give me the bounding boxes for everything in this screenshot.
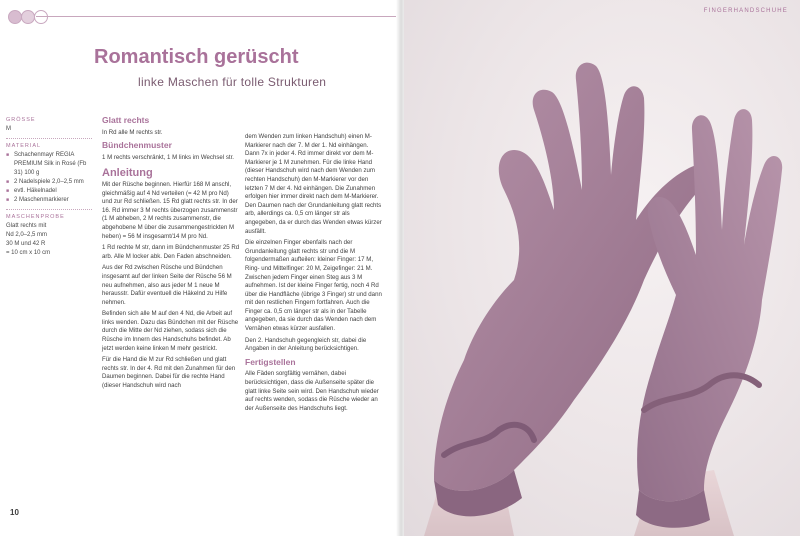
header-rule [36, 16, 396, 17]
article-title: Romantisch gerüscht [94, 46, 299, 68]
heading-buendchenmuster: Bündchenmuster [102, 140, 172, 151]
gauge-line: Glatt rechts mit [6, 223, 47, 229]
gloves-photo [404, 0, 800, 536]
material-item: ■ evtl. Häkelnadel [6, 187, 94, 196]
paragraph: Den 2. Handschuh gegengleich str, dabei die Angaben in der Anleitung berücksichtigen. [245, 336, 367, 353]
sidebar-divider [6, 138, 92, 139]
size-value: M [6, 126, 11, 132]
yarn-ball-icon [8, 10, 22, 24]
materials-sidebar [6, 116, 94, 258]
paragraph: In Rd alle M rechts str. [102, 128, 163, 136]
paragraph: Befinden sich alle M auf den 4 Nd, die Arbeit auf links wenden. Dazu das Bündchen mit der Rüsche durch die Mitte der Nd ziehen, sodass sich die Rüsche im Innern des Handschuhs befindet. Ab jetzt werden keine linken M mehr gestrickt. [102, 310, 239, 352]
material-item: ■ 2 Nadelspiele 2,0–2,5 mm [6, 178, 94, 187]
gauge-line: 30 M und 42 R [6, 241, 46, 247]
paragraph: Mit der Rüsche beginnen. Hierfür 168 M anschl, gleichmäßig auf 4 Nd verteilen (= 42 M pro Nd) und zur Rd schließen. 15 Rd glatt rechts str. In der 16. Rd immer 3 M rechts überzogen zusammenstr (1 M abheben, 2 M rechts zusammenstr, die abgehobene M über die zusammengestrickten M heben) = 56 M insgesamt/14 M pro Nd. [102, 180, 238, 240]
paragraph: Aus der Rd zwischen Rüsche und Bündchen insgesamt auf der linken Seite der Rüsche 56 M neu aufnehmen, also aus jeder M 1 neue M herausstr. Dafür eventuell die Häkelnd zu Hilfe nehmen. [102, 264, 232, 306]
material-item: ■ 2 Maschenmarkierer [6, 196, 94, 205]
heading-fertigstellen: Fertigstellen [245, 356, 296, 367]
sidebar-divider [6, 209, 92, 210]
paragraph: Alle Fäden sorgfältig vernähen, dabei berücksichtigen, dass die Außenseite später die glatt linke Seite sein wird. Den Handschuh wieder auf rechts wenden, sodass die Rüsche wieder an der Außenseite des Handschuhs liegt. [245, 370, 379, 412]
right-glove [636, 109, 782, 528]
heading-anleitung: Anleitung [102, 167, 153, 180]
paragraph: Die einzelnen Finger ebenfalls nach der Grundanleitung glatt rechts str und die M folgendermaßen aufteilen: kleiner Finger: 17 M, Ring- und Mittelfinger: 20 M, Zeigefinger: 21 M. Zwischen jedem Finger einen Steg aus 3 M aufnehmen. Ist der kleine Finger fertig, noch 4 Rd über die Handfläche (übrige 3 Finger) str und dann mit den restlichen Fingern fortfahren. Auch die Finger ca. 0,5 cm länger str als in der Tabelle angegeben, da sie durch das Wenden nach dem Vernähen etwas kürzer ausfallen. [245, 239, 382, 333]
paragraph: 1 Rd rechte M str, dann im Bündchenmuster 25 Rd arb. Alle M locker abk. Den Faden abschneiden. [102, 244, 240, 260]
article-subtitle: linke Maschen für tolle Strukturen [138, 75, 327, 89]
section-header: FINGERHANDSCHUHE [703, 8, 788, 14]
paragraph: Für die Hand die M zur Rd schließen und glatt rechts str. In der 4. Rd mit den Zunahmen für den Daumen beginnen. Dabei für die rechte Hand (dieser Handschuh wird nach [102, 356, 236, 390]
yarn-ball-icon [21, 10, 35, 24]
text-column-1 [102, 112, 240, 394]
gauge-line: Nd 2,0–2,5 mm [6, 232, 48, 238]
size-heading: GRÖSSE [6, 117, 36, 123]
yarn-ball-icon [34, 10, 48, 24]
material-list [6, 151, 94, 205]
right-page-photo [404, 0, 800, 536]
text-column-2 [245, 133, 383, 416]
material-item: ■ Schachenmayr REGIA PREMIUM Silk in Rosé (Fb 31) 100 g [6, 151, 94, 178]
gauge-heading: MASCHENPROBE [6, 214, 65, 220]
paragraph: 1 M rechts verschränkt, 1 M links im Wechsel str. [102, 153, 234, 161]
gauge-line: = 10 cm x 10 cm [6, 250, 51, 256]
material-heading: MATERIAL [6, 143, 42, 149]
heading-glatt-rechts: Glatt rechts [102, 115, 150, 125]
paragraph: dem Wenden zum linken Handschuh) einen M-Markierer nach der 7. M der 1. Nd einhängen. Dann 7x in jeder 4. Rd immer direkt vor dem M-Markierer je 1 M zunehmen. Für die linke Hand (dieser Handschuh wird nach dem Wenden zum rechten Handschuh) den M-Markierer vor den letzten 7 M der 4. Nd einhängen. Die Zunahmen erfolgen hier immer direkt nach dem M-Markierer. Den Daumen nach der Grundanleitung glatt rechts arb, allerdings ca. 0,5 cm länger str als angegeben, da er durch das Wenden etwas kürzer ausfällt. [245, 133, 382, 235]
yarn-balls-decoration [8, 10, 68, 24]
page-number: 10 [10, 508, 19, 517]
